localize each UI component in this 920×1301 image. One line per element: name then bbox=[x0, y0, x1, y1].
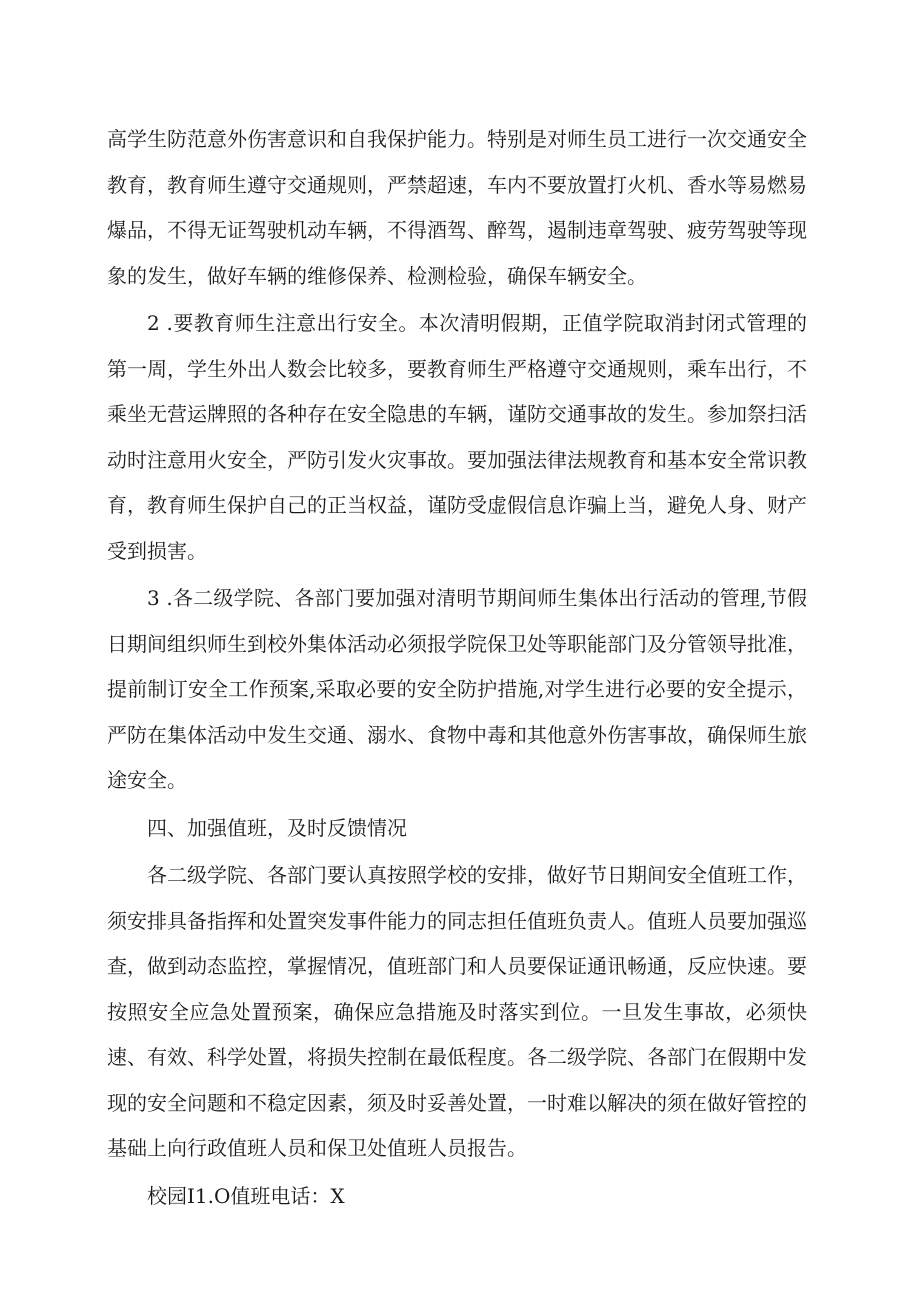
section-heading-duty: 四、加强值班，及时反馈情况 bbox=[147, 815, 407, 840]
paragraph-item-2-travel-safety: 2 .要教育师生注意出行安全。本次清明假期，正值学院取消封闭式管理的第一周，学生外出人数会比较多，要教育师生严格遵守交通规则，乘车出行，不乘坐无营运牌照的各种存在安全隐患的车辆，谨防交通事故的发生。参加祭扫活动时注意用火安全，严防引发火灾事故。要加强法律法规教育和基本安全常识教育，教育师生保护自己的正当权益，谨防受虚假信息诈骗上当，避免人身、财产受到损害。 bbox=[107, 311, 807, 563]
paragraph-item-3-group-activities: 3 .各二级学院、各部门要加强对清明节期间师生集体出行活动的管理,节假日期间组织师生到校外集体活动必须报学院保卫处等职能部门及分管领导批准，提前制订安全工作预案,采取必要的安全防护措施,对学生进行必要的安全提示，严防在集体活动中发生交通、溺水、食物中毒和其他意外伤害事故，确保师生旅途安全。 bbox=[107, 586, 807, 792]
paragraph-duty-phone: 校园I1.O值班电话：X bbox=[147, 1183, 345, 1208]
document-body bbox=[107, 117, 807, 1221]
paragraph-safety-education-continued: 高学生防范意外伤害意识和自我保护能力。特别是对师生员工进行一次交通安全教育，教育师生遵守交通规则，严禁超速，车内不要放置打火机、香水等易燃易爆品，不得无证驾驶机动车辆，不得酒驾、醉驾，遏制违章驾驶、疲劳驾驶等现象的发生，做好车辆的维修保养、检测检验，确保车辆安全。 bbox=[107, 127, 807, 288]
paragraph-duty-arrangements: 各二级学院、各部门要认真按照学校的安排，做好节日期间安全值班工作，须安排具备指挥和处置突发事件能力的同志担任值班负责人。值班人员要加强巡查，做到动态监控，掌握情况，值班部门和人员要保证通讯畅通，反应快速。要按照安全应急处置预案，确保应急措施及时落实到位。一旦发生事故，必须快速、有效、科学处置，将损失控制在最低程度。各二级学院、各部门在假期中发现的安全问题和不稳定因素，须及时妥善处置，一时难以解决的须在做好管控的基础上向行政值班人员和保卫处值班人员报告。 bbox=[107, 863, 807, 1160]
